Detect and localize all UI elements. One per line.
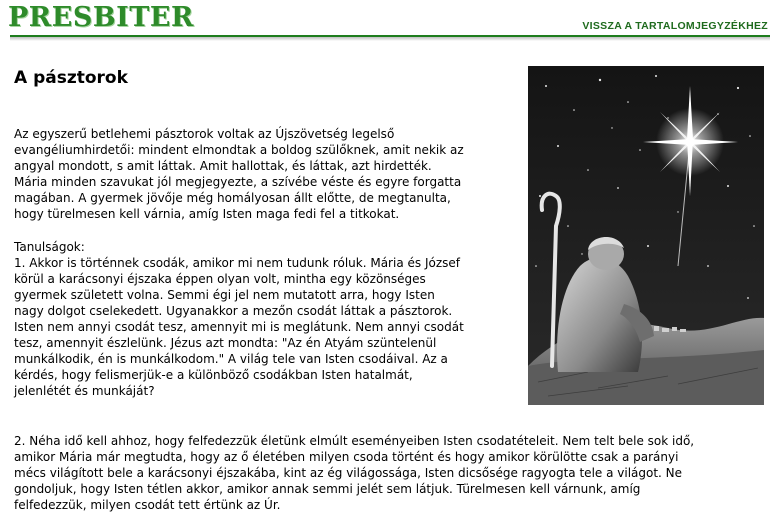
header-rule-shadow [10,37,770,41]
intro-line: Mária minden szavukat jól megjegyezte, a szívébe véste és egyre forgatta [14,175,462,189]
lesson-2-line: felfedezzük, milyen csodát tett értünk az Úr. [14,498,281,512]
intro-line: hogy türelmesen kell várnia, amíg Isten maga fedi fel a titkokat. [14,207,400,221]
lesson-1-line: nagy dolgot cselekedett. Ugyanakkor a mezőn csodát láttak a pásztorok. [14,304,453,318]
lesson-2-line: gondoljuk, hogy Isten tétlen akkor, amikor annak semmi jelét sem látjuk. Türelmesen kell várnunk, amíg [14,482,641,496]
intro-line: evangéliumhirdetői: mindent elmondtak a boldog szülőknek, amit nekik az [14,143,464,157]
lesson-1-line: Isten nem annyi csodát tesz, amennyit mi is meglátunk. Nem annyi csodát [14,320,464,334]
lesson-1-line: gyermek született volna. Semmi égi jel nem mutatott arra, hogy Isten [14,288,435,302]
lesson-2-line: 2. Néha idő kell ahhoz, hogy felfedezzük életünk elmúlt eseményeiben Isten csodatételeit. Nem telt bele sok idő, [14,434,695,448]
presbiter-logo[interactable]: PRESBITER [8,2,194,33]
lesson-1-line: 1. Akkor is történnek csodák, amikor mi nem tudunk róluk. Mária és József [14,256,460,270]
lessons-heading: Tanulságok: [14,240,85,254]
back-to-contents-link[interactable]: VISSZA A TARTALOMJEGYZÉKHEZ [582,20,768,32]
lesson-1-line: tesz, amennyit észlelünk. Jézus azt mondta: "Az én Atyám szüntelenül [14,336,437,350]
intro-line: magában. A gyermek jövője még homályosan állt előtte, de megtanulta, [14,191,451,205]
lesson-1-line: munkálkodik, én is munkálkodom." A világ tele van Isten csodáival. Az a [14,352,448,366]
intro-line: Az egyszerű betlehemi pásztorok voltak az Újszövetség legelső [14,127,395,141]
lesson-2-line: mécs világított bele a karácsonyi éjszakába, kint az ég világossága, Isten dicsősége ragyogta tele a világot. Ne [14,466,683,480]
lesson-1-line: körül a karácsonyi éjszaka éppen olyan volt, mintha egy közönséges [14,272,426,286]
lesson-1-line: jelenlétét és munkáját? [14,384,155,398]
lesson-2-line: amikor Mária már megtudta, hogy az ő életében milyen csoda történt és hogy amikor körülötte csak a parányi [14,450,679,464]
intro-line: angyal mondott, s amit láttak. Amit hallottak, és láttak, azt hirdették. [14,159,432,173]
page-header [0,0,782,40]
lesson-1-line: kérdés, hogy felismerjük-e a különböző csodákban Isten hatalmát, [14,368,413,382]
article-title: A pásztorok [14,68,128,88]
illustration-svg [528,66,764,405]
shepherd-star-illustration [528,66,764,405]
